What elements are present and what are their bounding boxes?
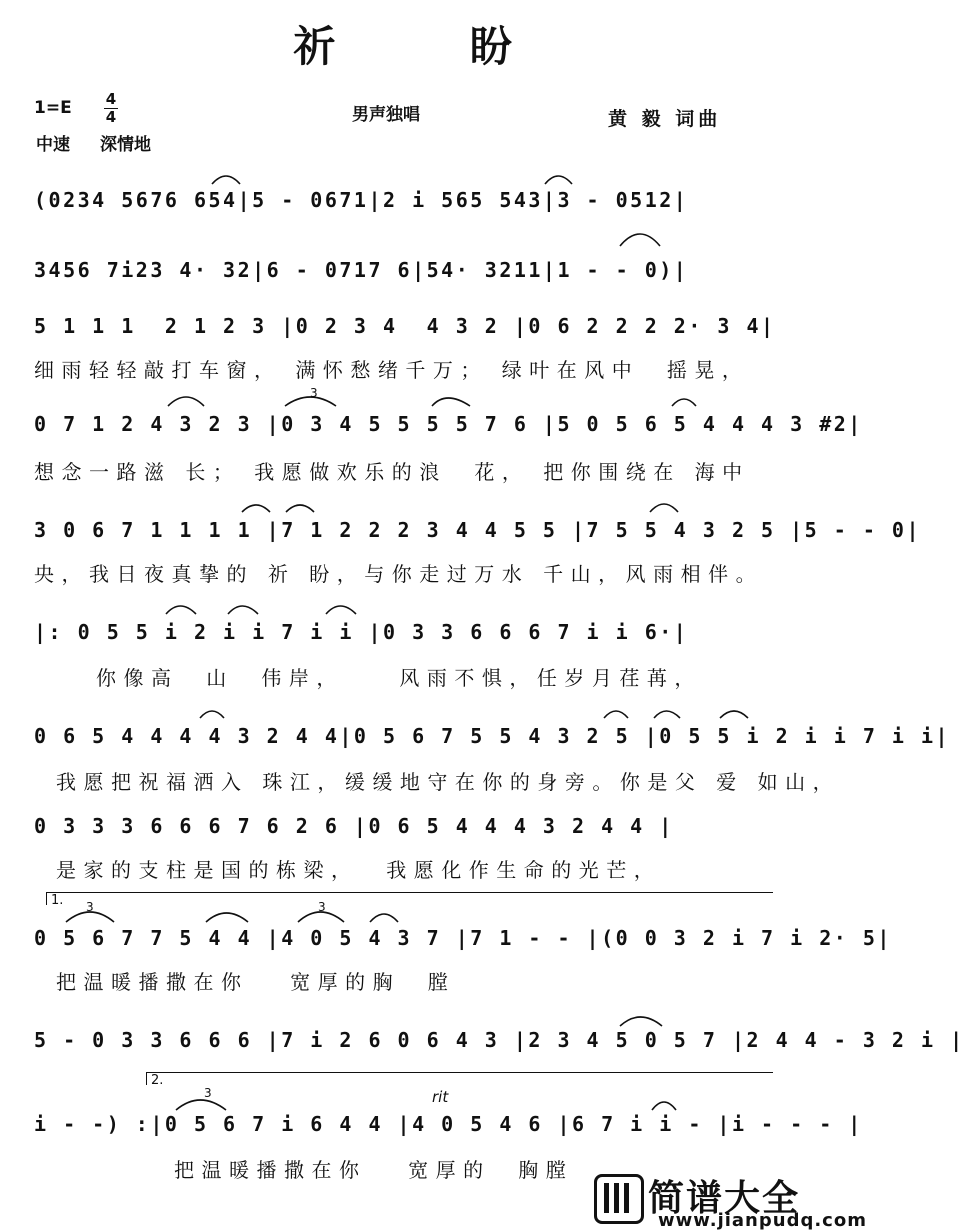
time-signature: [104, 92, 118, 125]
tie-arc: [620, 1017, 662, 1026]
tie-arc: [168, 397, 204, 406]
tie-arc: [720, 711, 748, 718]
tie-arc: [652, 1102, 676, 1110]
notes-line: 0 5 6 7 7 5 4 4 |4 0 5 4 3 7 |7 1 - - |(0 0 3 2 i 7 i 2· 5|: [34, 926, 892, 950]
tie-arc: [206, 913, 248, 922]
tie-arc: [672, 399, 696, 406]
first-ending-label: 1.: [51, 893, 64, 908]
lyrics-line: 把温暖播撒在你 宽厚的 胸膛: [174, 1158, 574, 1182]
triplet-mark: 3: [318, 900, 326, 914]
notes-line: 5 - 0 3 3 6 6 6 |7 i 2 6 0 6 4 3 |2 3 4 5 0 5 7 |2 4 4 - 3 2 i |: [34, 1028, 965, 1052]
triplet-mark: 3: [310, 386, 318, 400]
expression-marking: 深情地: [100, 135, 151, 155]
lyrics-line: 是家的支柱是国的栋梁， 我愿化作生命的光芒，: [56, 858, 662, 882]
key-signature: 1=E: [34, 98, 72, 118]
time-signature-denominator: 4: [105, 108, 117, 126]
logo-url: www.jianpudq.com: [658, 1210, 867, 1231]
tie-arc: [286, 505, 314, 512]
tie-arc: [432, 398, 470, 406]
lyrics-line: 把温暖播撒在你 宽厚的胸 膛: [56, 970, 456, 994]
second-ending-bracket: [146, 1072, 773, 1088]
performance-note: 男声独唱: [352, 105, 420, 125]
tie-arc: [228, 606, 258, 614]
notes-line: (0234 5676 654|5 - 0671|2 i 565 543|3 - 0512|: [34, 188, 689, 212]
notes-line: |: 0 5 5 i 2 i i 7 i i |0 3 3 6 6 6 7 i i 6·|: [34, 620, 689, 644]
lyrics-line: 细雨轻轻敲打车窗， 满怀愁绪千万； 绿叶在风中 摇晃，: [34, 358, 750, 382]
tie-arc: [200, 711, 224, 718]
second-ending-label: 2.: [151, 1073, 164, 1088]
composer-credit: 黄 毅 词曲: [608, 108, 722, 130]
tie-arc: [166, 606, 196, 614]
first-ending-bracket: [46, 892, 773, 908]
tie-arc: [650, 504, 678, 512]
tie-arc: [370, 914, 398, 922]
lyrics-line: 我愿把祝福洒入 珠江，缓缓地守在你的身旁。你是父 爱 如山，: [56, 770, 841, 794]
ritardando-marking: rit: [432, 1088, 449, 1106]
notes-line: 3456 7i23 4· 32|6 - 0717 6|54· 3211|1 - - 0)|: [34, 258, 689, 282]
logo-name: 简谱大全: [648, 1178, 801, 1219]
tie-arc: [326, 606, 356, 614]
tempo-marking: 中速: [36, 135, 70, 155]
notes-line: 0 6 5 4 4 4 4 3 2 4 4|0 5 6 7 5 5 4 3 2 5 |0 5 5 i 2 i i 7 i i|: [34, 724, 951, 748]
time-signature-numerator: 4: [105, 90, 117, 108]
lyrics-line: 央，我日夜真挚的 祈 盼，与你走过万水 千山，风雨相伴。: [34, 562, 764, 586]
tie-arc: [242, 505, 270, 512]
notes-line: i - -) :|0 5 6 7 i 6 4 4 |4 0 5 4 6 |6 7 i i - |i - - - |: [34, 1112, 863, 1136]
notes-line: 0 3 3 3 6 6 6 7 6 2 6 |0 6 5 4 4 4 3 2 4 4 |: [34, 814, 674, 838]
site-logo: [590, 1168, 867, 1231]
tie-arc: [654, 711, 680, 718]
tie-arc: [176, 1100, 226, 1110]
tie-arc: [604, 711, 628, 718]
notes-line: 0 7 1 2 4 3 2 3 |0 3 4 5 5 5 5 7 6 |5 0 5 6 5 4 4 4 3 #2|: [34, 412, 863, 436]
piano-keys-icon: [594, 1174, 644, 1224]
lyrics-line: 想念一路滋 长； 我愿做欢乐的浪 花， 把你围绕在 海中: [34, 460, 750, 484]
tie-arc: [545, 176, 572, 184]
notes-line: 5 1 1 1 2 1 2 3 |0 2 3 4 4 3 2 |0 6 2 2 2 2· 3 4|: [34, 314, 776, 338]
triplet-mark: 3: [86, 900, 94, 914]
tie-arc: [620, 234, 660, 246]
tie-arc: [212, 176, 240, 184]
lyrics-line: 你像高 山 伟岸， 风雨不惧，任岁月荏苒，: [96, 666, 702, 690]
triplet-mark: 3: [204, 1086, 212, 1100]
notes-line: 3 0 6 7 1 1 1 1 |7 1 2 2 2 3 4 4 5 5 |7 5 5 4 3 2 5 |5 - - 0|: [34, 518, 922, 542]
page-title: 祈 盼: [293, 22, 572, 71]
